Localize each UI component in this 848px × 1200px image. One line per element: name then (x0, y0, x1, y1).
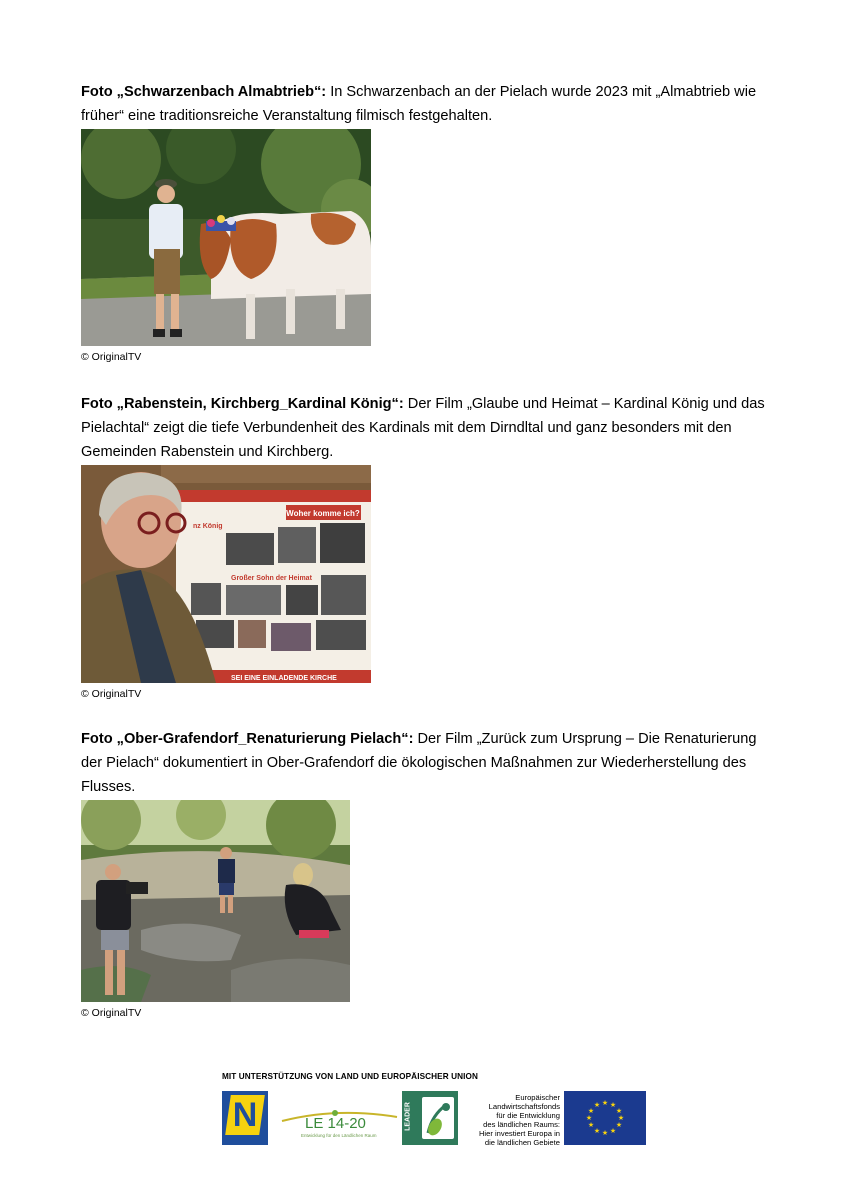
svg-text:★: ★ (609, 1101, 617, 1109)
photo-block-kardinal-koenig (81, 392, 781, 701)
svg-text:★: ★ (601, 1099, 609, 1107)
leader-logo (402, 1091, 458, 1145)
svg-text:★: ★ (615, 1121, 623, 1129)
eafrd-text (458, 1093, 560, 1147)
svg-text:★: ★ (601, 1129, 609, 1137)
caption-almabtrieb (81, 80, 781, 128)
svg-text:★: ★ (587, 1107, 595, 1115)
svg-text:★: ★ (615, 1107, 623, 1115)
svg-text:★: ★ (617, 1114, 625, 1122)
svg-text:★: ★ (609, 1127, 617, 1135)
eafrd-line: für die Entwicklung (496, 1111, 560, 1120)
eafrd-line: des ländlichen Raums: (483, 1120, 560, 1129)
kardinal-koenig-image (81, 465, 371, 683)
poster-name: nz König (193, 523, 223, 530)
eafrd-line: Landwirtschaftsfonds (488, 1102, 560, 1111)
leader-logo-text: LEADER (404, 1102, 412, 1131)
caption-title: Foto „Schwarzenbach Almabtrieb“: (81, 84, 327, 100)
noe-logo-letter: N (232, 1096, 258, 1134)
caption-text: Der Film „Zurück zum Ursprung – Die Renaturierung der Pielach“ dokumentiert in Ober-Grafendorf die ökologischen Maßnahmen zur Wiederherstellung des Flusses. (81, 731, 757, 795)
almabtrieb-image (81, 129, 371, 346)
svg-text:★: ★ (593, 1127, 601, 1135)
photo-block-almabtrieb (81, 80, 781, 364)
caption-text: Der Film „Glaube und Heimat – Kardinal König und das Pielachtal“ zeigt die tiefe Verbundenheit des Kardinals mit dem Dirndltal und ganz besonders mit den Gemeinden Rabenstein und Kirchberg. (81, 396, 765, 460)
eu-flag-icon (564, 1091, 646, 1145)
caption-title: Foto „Ober-Grafendorf_Renaturierung Pielach“: (81, 731, 414, 747)
photo-almabtrieb (81, 129, 371, 346)
photo-credit: © OriginalTV (81, 688, 142, 700)
le-logo-text: LE 14-20 (305, 1115, 366, 1132)
eafrd-line: die ländlichen Gebiete (484, 1138, 560, 1147)
poster-bottom: SEI EINE EINLADENDE KIRCHE (231, 675, 337, 682)
photo-block-renaturierung (81, 727, 781, 1020)
poster-subtitle: Großer Sohn der Heimat (231, 575, 312, 582)
svg-text:★: ★ (585, 1114, 593, 1122)
caption-text: In Schwarzenbach an der Pielach wurde 2023 mit „Almabtrieb wie früher“ eine traditionsreiche Veranstaltung filmisch festgehalten. (81, 84, 757, 124)
photo-kardinal-koenig (81, 465, 371, 683)
footer-title: MIT UNTERSTÜTZUNG VON LAND UND EUROPÄISCHER UNION (222, 1072, 478, 1081)
le-logo-sub: Entwicklung für den Ländlichen Raum (301, 1133, 377, 1138)
funding-footer (222, 1072, 652, 1149)
photo-credit: © OriginalTV (81, 351, 142, 363)
eafrd-line: Europäischer (515, 1093, 560, 1102)
svg-text:★: ★ (587, 1121, 595, 1129)
poster-title: Woher komme ich? (286, 509, 360, 518)
photo-renaturierung (81, 800, 350, 1002)
caption-renaturierung (81, 727, 781, 799)
photo-credit: © OriginalTV (81, 1007, 142, 1019)
eafrd-line: Hier investiert Europa in (478, 1129, 560, 1138)
caption-kardinal-koenig (81, 392, 781, 464)
noe-logo (222, 1091, 268, 1145)
svg-text:★: ★ (593, 1101, 601, 1109)
leader-emblem-icon (422, 1097, 454, 1139)
le-1420-logo (277, 1099, 402, 1149)
caption-title: Foto „Rabenstein, Kirchberg_Kardinal König“: (81, 396, 404, 412)
logo-row (222, 1087, 652, 1149)
renaturierung-image (81, 800, 350, 1002)
